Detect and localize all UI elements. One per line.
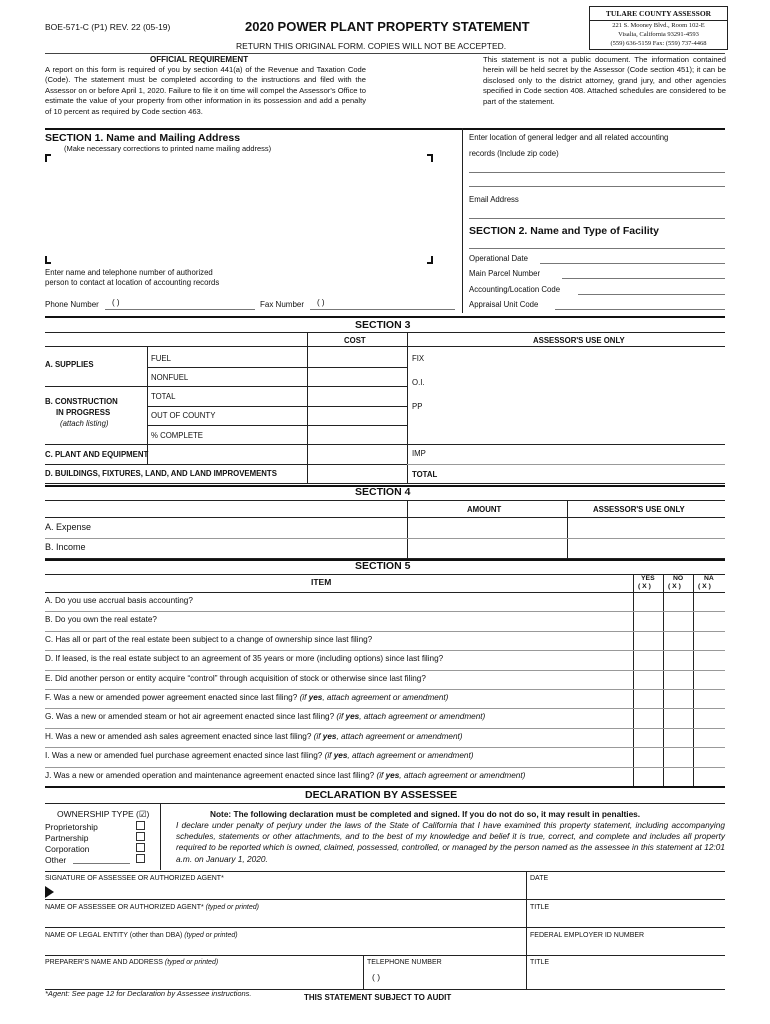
answer-na-cell[interactable] [694,593,723,611]
answer-na-cell[interactable] [694,729,723,747]
assessor-oi-label: O.I. [412,378,425,387]
question-row [45,615,157,624]
question-row [45,693,448,702]
attach-note-close: , attach agreement or amendment) [322,693,449,702]
answer-yes-cell[interactable] [634,632,663,650]
assessee-name-label-text: NAME OF ASSESSEE OR AUTHORIZED AGENT* [45,904,204,911]
yes-x: ( X ) [638,583,651,590]
telephone-label: TELEPHONE NUMBER [367,959,442,966]
public-notice-text: This statement is not a public document. The information contained herein will be held secret by the Assessor (Code section 451); it can be disclosed only to the district attorney, grand jury, and other agencies specified in Code section 408. Attached schedules are considered to be part of the statement. [483,55,726,106]
corporation-checkbox[interactable] [136,843,145,852]
answer-yes-cell[interactable] [634,651,663,669]
nonfuel-label: NONFUEL [151,373,189,382]
operational-date-label: Operational Date [469,254,528,263]
out-of-county-label: OUT OF COUNTY [151,411,216,420]
attach-note-yes: yes [345,712,360,721]
assessor-address-line1: 221 S. Mooney Blvd., Room 102-E [612,22,705,29]
question-row [45,771,525,780]
section3-title: SECTION 3 [355,319,411,331]
phone-label: Phone Number [45,300,99,309]
fein-label: FEDERAL EMPLOYER ID NUMBER [530,932,645,939]
construction-label-3: (attach listing) [60,419,109,428]
contact-label-1: Enter name and telephone number of authorized [45,268,213,277]
total-label: TOTAL [151,392,176,401]
form-subtitle: RETURN THIS ORIGINAL FORM. COPIES WILL NOT BE ACCEPTED. [236,41,507,51]
assessor-use-header-s3: ASSESSOR'S USE ONLY [533,336,625,345]
preparer-title-label: TITLE [530,959,550,966]
fein-field[interactable] [530,940,722,953]
attach-note-yes: yes [333,751,348,760]
answer-yes-cell[interactable] [634,593,663,611]
assessee-name-label-suffix: (typed or printed) [205,904,259,911]
attach-note [377,771,526,780]
official-requirement-text: A report on this form is required of you by section 441(a) of the Revenue and Taxation Code (Code). The statement must be completed according to the instructions and filed with the Assessor on or before April 1, 2020. Failure to file it on time will compel the Assessor's Office to estimate the value of your property from other information in its possession and add a penalty of 10 percent as required by Code section 463. [45,65,366,116]
attach-note-yes: yes [385,771,400,780]
answer-yes-cell[interactable] [634,612,663,630]
preparer-title-field[interactable] [530,968,722,987]
address-corner-br [427,256,433,264]
attach-note-yes: yes [308,693,323,702]
other-checkbox[interactable] [136,854,145,863]
answer-yes-cell[interactable] [634,671,663,689]
question-row [45,674,426,683]
cost-plant-field[interactable] [308,445,406,463]
question-text: E. Did another person or entity acquire “control” through acquisition of stock or otherwise since last filing? [45,674,426,683]
ownership-partnership-label: Partnership [45,833,89,843]
no-x: ( X ) [668,583,681,590]
declaration-text: I declare under penalty of perjury under the laws of the State of California that I have examined this property statement, including accompanying schedules, statements or other attachments, and to the best of my knowledge and belief it is true, correct, and complete and includes all property required to be reported which is owned, claimed, possessed, controlled, or managed by the person named as the assessee in this statement at 12:01 a.m. on January 1, 2020. [176,820,725,864]
ownership-proprietorship-label: Proprietorship [45,822,98,832]
expense-label: A. Expense [45,522,92,532]
legal-entity-label-suffix: (typed or printed) [184,932,238,939]
construction-label-1: B. CONSTRUCTION [45,397,118,406]
date-field[interactable] [530,884,722,898]
answer-yes-cell[interactable] [634,690,663,708]
assessor-name: TULARE COUNTY ASSESSOR [605,9,712,18]
signature-field[interactable] [58,884,523,898]
question-row [45,751,473,760]
answer-no-cell[interactable] [664,593,693,611]
answer-yes-cell[interactable] [634,729,663,747]
section1-title: SECTION 1. Name and Mailing Address [45,132,241,144]
attach-note-open: (if [376,771,386,780]
legal-entity-field[interactable] [45,940,523,953]
ownership-other-field[interactable] [73,863,130,864]
accounting-code-label: Accounting/Location Code [469,285,561,294]
signature-arrow-icon [45,886,54,898]
audit-notice: THIS STATEMENT SUBJECT TO AUDIT [304,993,452,1002]
fax-number-field[interactable] [310,309,455,310]
assessor-pp-label: PP [412,402,423,411]
preparer-label [45,959,218,966]
answer-na-cell[interactable] [694,651,723,669]
ownership-corporation-label: Corporation [45,844,90,854]
answer-na-cell[interactable] [694,709,723,727]
fuel-label: FUEL [151,354,171,363]
answer-no-cell[interactable] [664,671,693,689]
date-label: DATE [530,875,549,882]
question-divider [45,670,725,671]
attach-note-close: , attach agreement or amendment) [399,771,526,780]
question-text: J. Was a new or amended operation and maintenance agreement enacted since last filing? [45,771,377,780]
main-parcel-label: Main Parcel Number [469,269,541,278]
question-text: I. Was a new or amended fuel purchase agreement enacted since last filing? [45,751,325,760]
attach-note-close: , attach agreement or amendment) [359,712,486,721]
email-field[interactable] [469,218,725,219]
assessee-name-field[interactable] [45,912,523,925]
ledger-location-line-1[interactable] [469,172,725,173]
address-corner-tr [427,154,433,162]
plant-equipment-label: C. PLANT AND EQUIPMENT [45,450,149,459]
answer-no-cell[interactable] [664,651,693,669]
answer-yes-cell[interactable] [634,748,663,766]
cost-buildings-field[interactable] [308,465,406,482]
answer-no-cell[interactable] [664,709,693,727]
question-divider [45,631,725,632]
question-row [45,712,485,721]
answer-yes-cell[interactable] [634,768,663,786]
form-id: BOE-571-C (P1) REV. 22 (05-19) [45,22,171,32]
question-text: D. If leased, is the real estate subject to an agreement of 35 years or more (including options) since last filing? [45,654,444,663]
question-row [45,635,372,644]
mailing-address-field[interactable] [55,160,423,256]
question-text: C. Has all or part of the real estate been subject to a change of ownership since last filing? [45,635,373,644]
operational-date-field[interactable] [540,263,725,264]
income-label: B. Income [45,542,86,552]
question-divider [45,708,725,709]
answer-na-cell[interactable] [694,690,723,708]
attach-note-open: (if [324,751,334,760]
main-parcel-field[interactable] [562,278,725,279]
proprietorship-checkbox[interactable] [136,821,145,830]
answer-no-cell[interactable] [664,768,693,786]
section5-title: SECTION 5 [355,560,411,572]
ledger-label-2: records (Include zip code) [469,149,559,158]
fax-label: Fax Number [260,300,305,309]
cost-nonfuel-field[interactable] [308,368,406,385]
question-row [45,732,463,741]
section1-note: (Make necessary corrections to printed name mailing address) [64,144,272,153]
assessor-address-line2: Visalia, California 93291-4593 [618,31,699,38]
appraisal-unit-label: Appraisal Unit Code [469,300,539,309]
legal-entity-label [45,932,238,939]
answer-no-cell[interactable] [664,748,693,766]
amount-header: AMOUNT [467,505,502,514]
attach-note-close: , attach agreement or amendment) [336,732,463,741]
official-requirement-title: OFFICIAL REQUIREMENT [150,55,249,64]
no-header: NO [673,575,684,582]
supplies-label: A. SUPPLIES [45,360,94,369]
buildings-label: D. BUILDINGS, FIXTURES, LAND, AND LAND IMPROVEMENTS [45,469,277,478]
question-row [45,596,193,605]
ownership-other-label: Other [45,855,67,865]
section4-title: SECTION 4 [355,486,411,498]
assessor-use-header-s4: ASSESSOR'S USE ONLY [593,505,685,514]
preparer-field[interactable] [45,968,360,987]
title-field[interactable] [530,912,722,925]
item-header: ITEM [311,577,332,587]
income-amount-field[interactable] [408,539,566,557]
appraisal-unit-field[interactable] [555,309,725,310]
na-x: ( X ) [698,583,711,590]
question-divider [45,650,725,651]
answer-no-cell[interactable] [664,632,693,650]
answer-na-cell[interactable] [694,671,723,689]
question-text: A. Do you use accrual basis accounting? [45,596,193,605]
ownership-type-title: OWNERSHIP TYPE (☑) [57,809,150,819]
question-text: G. Was a new or amended steam or hot air agreement enacted since last filing? [45,712,337,721]
legal-entity-label-text: NAME OF LEGAL ENTITY (other than DBA) [45,932,183,939]
address-corner-tl [45,154,51,162]
question-text: B. Do you own the real estate? [45,615,157,624]
na-header: NA [704,575,714,582]
question-row [45,654,443,663]
question-divider [45,728,725,729]
agent-footnote: *Agent: See page 12 for Declaration by Assessee instructions. [45,989,252,998]
form-title: 2020 POWER PLANT PROPERTY STATEMENT [245,19,530,34]
question-text: F. Was a new or amended power agreement enacted since last filing? [45,693,300,702]
phone-parens: ( ) [112,298,120,307]
ledger-label-1: Enter location of general ledger and all related accounting [469,133,669,142]
question-divider [45,767,725,768]
answer-na-cell[interactable] [694,748,723,766]
attach-note [325,751,474,760]
question-divider [45,747,725,748]
answer-yes-cell[interactable] [634,709,663,727]
attach-note-open: (if [299,693,309,702]
assessor-imp-label: IMP [412,449,426,458]
address-corner-bl [45,256,51,264]
telephone-field[interactable] [367,968,523,987]
answer-na-cell[interactable] [694,612,723,630]
fax-parens: ( ) [317,298,325,307]
telephone-parens: ( ) [372,972,381,982]
email-label: Email Address [469,195,519,204]
contact-label-2: person to contact at location of accounting records [45,278,220,287]
assessor-total-label: TOTAL [412,470,438,479]
percent-complete-label: % COMPLETE [151,431,203,440]
accounting-code-field[interactable] [578,294,725,295]
expense-amount-field[interactable] [408,518,566,537]
signature-label: SIGNATURE OF ASSESSEE OR AUTHORIZED AGENT* [45,875,224,882]
construction-label-2: IN PROGRESS [56,408,111,417]
assessee-name-label [45,904,259,911]
ledger-location-line-2[interactable] [469,186,725,187]
section2-title: SECTION 2. Name and Type of Facility [469,225,660,237]
assessor-phone-line: (559) 636-5159 Fax: (559) 737-4468 [610,40,707,47]
answer-na-cell[interactable] [694,632,723,650]
assessor-address-box [589,6,728,50]
assessor-fix-label: FIX [412,354,425,363]
attach-note [314,732,463,741]
yes-header: YES [641,575,655,582]
answer-no-cell[interactable] [664,612,693,630]
question-divider [45,611,725,612]
phone-number-field[interactable] [105,309,255,310]
partnership-checkbox[interactable] [136,832,145,841]
attach-note [336,712,485,721]
attach-note [300,693,449,702]
answer-na-cell[interactable] [694,768,723,786]
attach-note-yes: yes [322,732,337,741]
answer-no-cell[interactable] [664,729,693,747]
answer-no-cell[interactable] [664,690,693,708]
question-divider [45,689,725,690]
cost-header: COST [344,336,366,345]
question-text: H. Was a new or amended ash sales agreement enacted since last filing? [45,732,314,741]
preparer-label-suffix: (typed or printed) [164,959,219,966]
preparer-label-text: PREPARER'S NAME AND ADDRESS [45,959,163,966]
declaration-title: DECLARATION BY ASSESSEE [305,789,458,801]
cost-fuel-field[interactable] [308,347,406,366]
attach-note-open: (if [336,712,346,721]
title-label: TITLE [530,904,550,911]
attach-note-open: (if [313,732,323,741]
declaration-note: Note: The following declaration must be completed and signed. If you do not do so, it may result in penalties. [210,809,641,819]
attach-note-close: , attach agreement or amendment) [347,751,474,760]
